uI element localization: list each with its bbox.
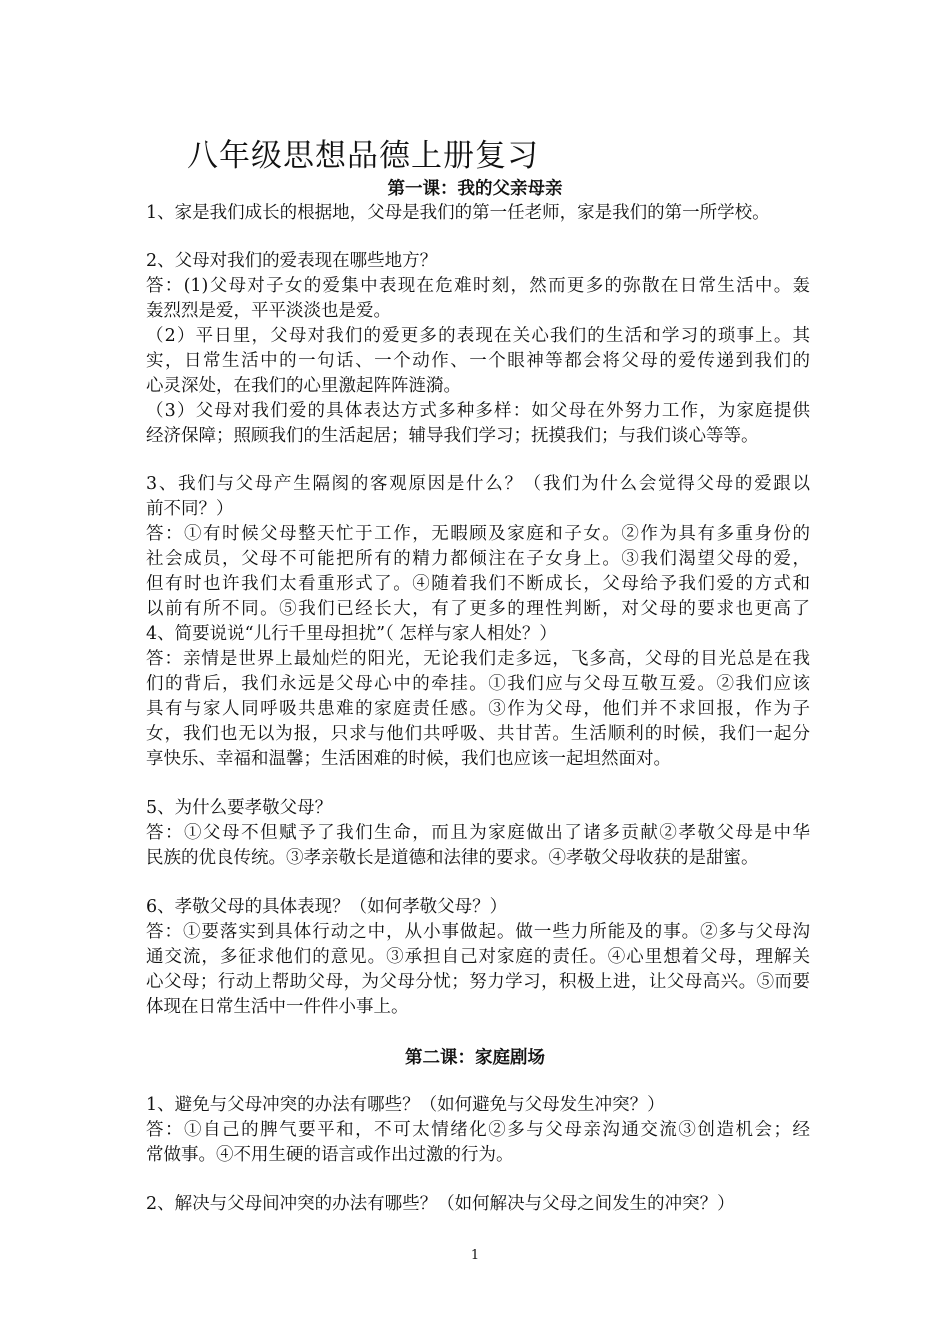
text-line: 答：①父母不但赋予了我们生命，而且为家庭做出了诸多贡献②孝敬父母是中华 xyxy=(146,823,810,843)
text-line: 社会成员，父母不可能把所有的精力都倾注在子女身上。③我们渴望父母的爱， xyxy=(146,549,810,569)
text-line: 1、避免与父母冲突的办法有哪些？（如何避免与父母发生冲突？） xyxy=(146,1095,665,1115)
text-line: 答：亲情是世界上最灿烂的阳光，无论我们走多远，飞多高，父母的目光总是在我 xyxy=(146,649,810,669)
text-line: 1、家是我们成长的根据地，父母是我们的第一任老师，家是我们的第一所学校。 xyxy=(146,203,770,223)
text-line: 2、解决与父母间冲突的办法有哪些？（如何解决与父母之间发生的冲突？） xyxy=(146,1194,735,1214)
text-line: 答：①自己的脾气要平和，不可太情绪化②多与父母亲沟通交流③创造机会；经 xyxy=(146,1120,810,1140)
text-line: 们的背后，我们永远是父母心中的牵挂。①我们应与父母互敬互爱。②我们应该 xyxy=(146,674,810,694)
text-line: 经济保障；照顾我们的生活起居；辅导我们学习；抚摸我们；与我们谈心等等。 xyxy=(146,426,759,446)
text-line: 答：①有时候父母整天忙于工作，无暇顾及家庭和子女。②作为具有多重身份的 xyxy=(146,524,810,544)
lesson-2-heading: 第二课：家庭剧场 xyxy=(405,1048,545,1068)
text-line: 4、简要说说“儿行千里母担扰”（ 怎样与家人相处？） xyxy=(146,624,557,644)
text-line: 享快乐、幸福和温馨；生活困难的时候，我们也应该一起坦然面对。 xyxy=(146,749,671,769)
text-line: 实，日常生活中的一句话、一个动作、一个眼神等都会将父母的爱传递到我们的 xyxy=(146,351,810,371)
text-line: 前不同？） xyxy=(146,499,234,519)
text-line: 5、为什么要孝敬父母？ xyxy=(146,798,333,818)
text-line: （2）平日里，父母对我们的爱更多的表现在关心我们的生活和学习的琐事上。其 xyxy=(146,326,810,346)
text-line: （3）父母对我们爱的具体表达方式多种多样：如父母在外努力工作，为家庭提供 xyxy=(146,401,810,421)
text-line: 答：(1)父母对子女的爱集中表现在危难时刻，然而更多的弥散在日常生活中。轰 xyxy=(146,276,810,296)
text-line: 心灵深处，在我们的心里激起阵阵涟漪。 xyxy=(146,376,461,396)
text-line: 轰烈烈是爱，平平淡淡也是爱。 xyxy=(146,301,391,321)
text-line: 心父母；行动上帮助父母，为父母分忧；努力学习，积极上进，让父母高兴。⑤而要 xyxy=(146,972,810,992)
page-number: 1 xyxy=(470,1248,480,1263)
text-line: 常做事。④不用生硬的语言或作出过激的行为。 xyxy=(146,1145,514,1165)
text-line: 民族的优良传统。③孝亲敬长是道德和法律的要求。④孝敬父母收获的是甜蜜。 xyxy=(146,848,759,868)
text-line: 答：①要落实到具体行动之中，从小事做起。做一些力所能及的事。②多与父母沟 xyxy=(146,922,810,942)
text-line: 2、父母对我们的爱表现在哪些地方？ xyxy=(146,251,438,271)
document-title: 八年级思想品德上册复习 xyxy=(187,138,539,174)
text-line: 以前有所不同。⑤我们已经长大，有了更多的理性判断，对父母的要求也更高了 xyxy=(146,599,810,619)
text-line: 但有时也许我们太看重形式了。④随着我们不断成长，父母给予我们爱的方式和 xyxy=(146,574,810,594)
lesson-1-heading: 第一课：我的父亲母亲 xyxy=(387,179,563,199)
text-line: 通交流，多征求他们的意见。③承担自己对家庭的责任。④心里想着父母，理解关 xyxy=(146,947,810,967)
text-line: 具有与家人同呼吸共患难的家庭责任感。③作为父母，他们并不求回报，作为子 xyxy=(146,699,810,719)
text-line: 3、我们与父母产生隔阂的客观原因是什么？（我们为什么会觉得父母的爱跟以 xyxy=(146,474,810,494)
text-line: 6、孝敬父母的具体表现？（如何孝敬父母？） xyxy=(146,897,508,917)
text-line: 女，我们也无以为报，只求与他们共呼吸、共甘苦。生活顺利的时候，我们一起分 xyxy=(146,724,810,744)
text-line: 体现在日常生活中一件件小事上。 xyxy=(146,997,409,1017)
